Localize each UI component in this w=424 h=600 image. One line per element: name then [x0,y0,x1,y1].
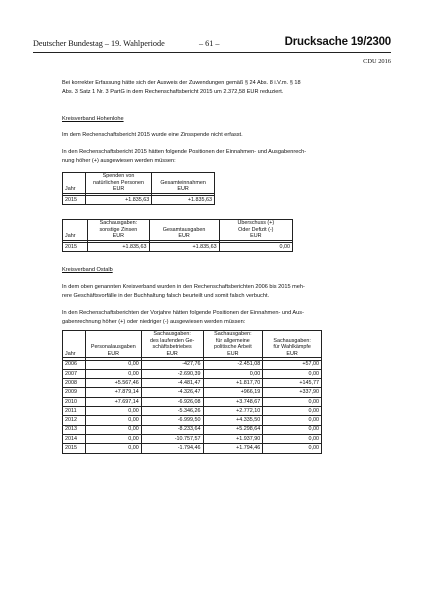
table-cell: -10.757,57 [141,434,203,443]
table-cell: 2013 [63,425,86,434]
table-cell: +1.835,63 [149,242,219,251]
table-ostalb [62,330,322,454]
table-cell: -4.481,47 [141,379,203,388]
column-header: Sachausgaben: für Wahlkämpfe EUR [263,331,322,358]
section-heading-hohenlohe: Kreisverband Hohenlohe [62,116,124,122]
table-cell: 2014 [63,434,86,443]
table-cell: 0,00 [263,425,322,434]
table-cell: -1.794,46 [141,444,203,453]
table-cell: +337,90 [263,388,322,397]
table-row [63,379,322,388]
page-number: – 61 – [199,39,220,48]
table-cell: 2006 [63,360,86,369]
text-line: Bei korrekter Erfassung hätte sich der Ausweis der Zuwendungen gemäß § 24 Abs. 8 i.V.m. § 18 [62,80,301,86]
table-cell: 0,00 [85,434,141,443]
table-cell: 2007 [63,369,86,378]
table-header-row [63,220,293,241]
table-cell: +1.835,63 [88,242,149,251]
table-cell: 0,00 [85,444,141,453]
table-cell: 0,00 [219,242,292,251]
column-header: Sachausgaben: sonstige Zinsen EUR [88,220,149,241]
text-line: In dem oben genannten Kreisverband wurden in den Rechenschaftsberichten 2006 bis 2015 meh- [62,284,305,290]
table-row [63,407,322,416]
table-row [63,434,322,443]
table-row [63,397,322,406]
table-cell: +1.835,63 [85,195,151,204]
table-cell: -2.690,39 [141,369,203,378]
table-hohenlohe-expenses [62,219,293,252]
header-left: Deutscher Bundestag – 19. Wahlperiode [33,39,165,48]
table-row [63,195,215,204]
table-row [63,388,322,397]
table-cell: +1.835,63 [152,195,215,204]
table-cell: -4.326,47 [141,388,203,397]
column-header: Sachausgaben: für allgemeine politische Arbeit EUR [203,331,263,358]
table-cell: +145,77 [263,379,322,388]
table-cell: +1.817,70 [203,379,263,388]
table-body [63,360,322,453]
column-header: Personalausgaben EUR [85,331,141,358]
table-cell: +4.335,50 [203,416,263,425]
text-line: nung höher (+) ausgewiesen werden müssen: [62,157,176,164]
table-cell: 2009 [63,388,86,397]
paragraph-hohenlohe [62,148,392,165]
table-cell: 0,00 [85,407,141,416]
table-cell: 0,00 [263,397,322,406]
table-cell: 2010 [63,397,86,406]
table-row [63,416,322,425]
table-cell: +57,00 [263,360,322,369]
table-row [63,360,322,369]
page-header [33,38,391,53]
document-number: Drucksache 19/2300 [284,36,391,48]
table-cell: -2.451,08 [203,360,263,369]
table-cell: +1.937,90 [203,434,263,443]
table-cell: +966,19 [203,388,263,397]
table-cell: 2015 [63,444,86,453]
table-cell: 0,00 [85,416,141,425]
table-cell: 2015 [63,242,88,251]
table-cell: 0,00 [263,444,322,453]
paragraph-intro [62,79,392,96]
table-header-row [63,331,322,358]
table-cell: +7.697,14 [85,397,141,406]
column-header: Gesamteinnahmen EUR [152,173,215,194]
table-row [63,444,322,453]
text-line: rere Geschäftsvorfälle in der Buchhaltung falsch beurteilt und somit falsch verbucht. [62,292,270,299]
table-cell: -6.926,08 [141,397,203,406]
text-line: In den Rechenschaftsbericht 2015 hätten folgende Positionen der Einnahmen- und Ausgabenrech- [62,149,307,155]
table-cell: -8.233,64 [141,425,203,434]
section-heading-ostalb: Kreisverband Ostalb [62,267,113,273]
table-cell: +2.772,10 [203,407,263,416]
table-cell: 0,00 [85,425,141,434]
table-cell: -5.346,26 [141,407,203,416]
table-row [63,425,322,434]
column-header: Spenden von natürlichen Personen EUR [85,173,151,194]
paragraph-ostalb-1 [62,283,392,300]
table-row [63,242,293,251]
column-header: Jahr [63,331,86,358]
table-cell: +5.298,64 [203,425,263,434]
column-header: Überschuss (+) Oder Defizit (-) EUR [219,220,292,241]
column-header: Sachausgaben: des laufenden Ge- schäftsbetriebes EUR [141,331,203,358]
table-cell: -427,76 [141,360,203,369]
text-line: Abs. 3 Satz 1 Nr. 3 PartG in dem Rechenschaftsbericht 2015 um 2.372,58 EUR reduziert. [62,88,284,95]
table-cell: -6.999,50 [141,416,203,425]
paragraph-ostalb-2 [62,309,392,326]
table-cell: 2008 [63,379,86,388]
table-cell: +5.567,46 [85,379,141,388]
table-cell: +7.879,14 [85,388,141,397]
table-cell: 2012 [63,416,86,425]
section-intro-hohenlohe: Im dem Rechenschaftsbericht 2015 wurde eine Zinsspende nicht erfasst. [62,132,243,138]
table-cell: 0,00 [263,407,322,416]
table-cell: +1.794,46 [203,444,263,453]
column-header: Gesamtausgaben EUR [149,220,219,241]
table-cell: 0,00 [85,369,141,378]
table-cell: 2011 [63,407,86,416]
text-line: In den Rechenschaftsberichten der Vorjahre hätten folgende Positionen der Einnahmen- und Aus- [62,310,304,316]
table-cell: 2015 [63,195,86,204]
party-label: CDU 2016 [363,58,391,65]
table-cell: 0,00 [85,360,141,369]
table-header-row [63,173,215,194]
column-header: Jahr [63,220,88,241]
column-header: Jahr [63,173,86,194]
text-line: gabenrechnung höher (+) oder niedriger (-) ausgewiesen werden müssen: [62,318,246,325]
table-cell: 0,00 [263,416,322,425]
table-cell: 0,00 [203,369,263,378]
table-hohenlohe-income [62,172,215,205]
table-cell: 0,00 [263,369,322,378]
table-row [63,369,322,378]
table-cell: +3.748,67 [203,397,263,406]
table-cell: 0,00 [263,434,322,443]
